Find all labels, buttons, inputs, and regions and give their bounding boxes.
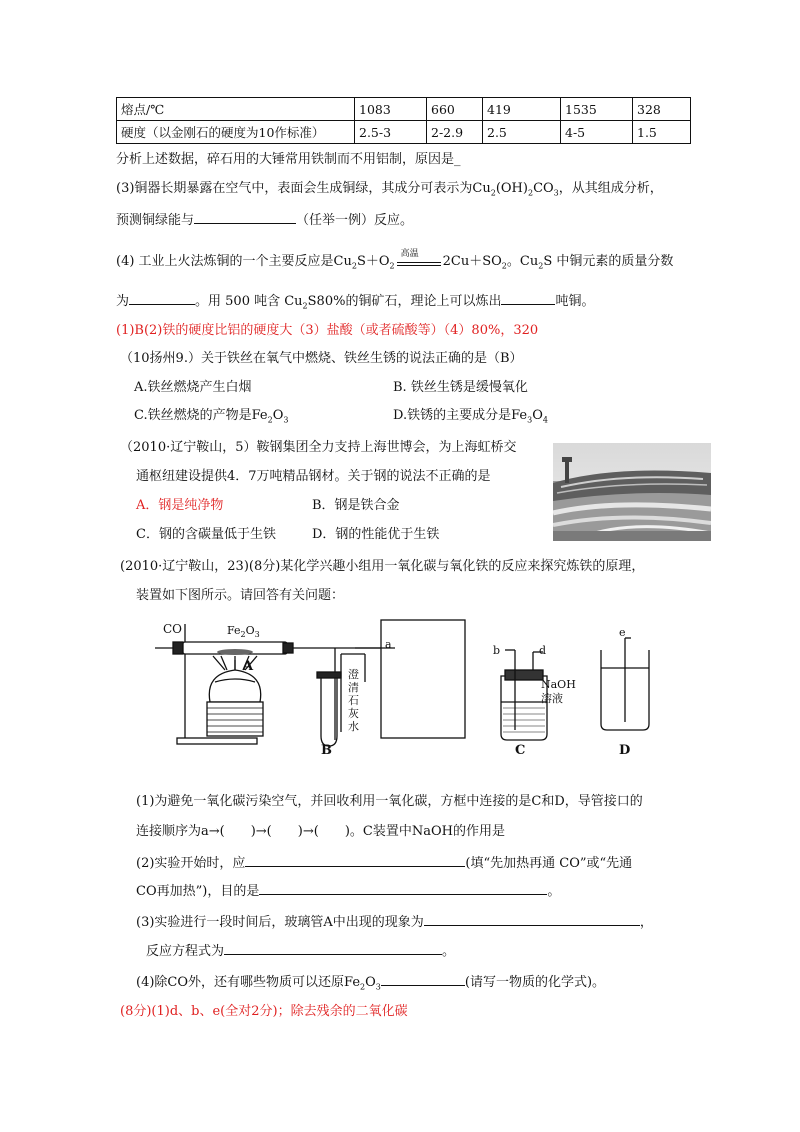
text: (请写一物质的化学式)。 xyxy=(464,975,606,990)
label-b-apparatus: B xyxy=(321,743,332,758)
text: D.铁锈的主要成分是Fe xyxy=(393,408,528,423)
port-a-label: a xyxy=(385,638,392,651)
text: 澄 xyxy=(348,668,359,681)
answer-blank[interactable] xyxy=(245,854,465,867)
mc1-option-a: A.铁丝燃烧产生白烟 xyxy=(134,380,252,395)
row-label-hardness: 硬度（以金刚石的硬度为10作标准） xyxy=(117,121,355,144)
answer-blank[interactable] xyxy=(224,942,442,955)
text: （任举一例）反应。 xyxy=(296,213,414,228)
mc2-option-b: B．钢是铁合金 xyxy=(312,498,400,513)
subq1-line2 xyxy=(136,823,505,841)
text: 为 xyxy=(116,294,130,309)
q23-stem-line1: (2010·辽宁鞍山，23)(8分)某化学兴趣小组用一氧化碳与氧化铁的反应来探究炼铁的原理， xyxy=(120,559,645,574)
answer-blank[interactable] xyxy=(501,292,555,305)
answer-blank[interactable] xyxy=(259,882,547,895)
text: S＋O xyxy=(356,254,390,269)
text: O xyxy=(272,408,284,423)
table-row xyxy=(117,121,691,144)
condition-text: 高温 xyxy=(400,249,419,259)
text: )→( xyxy=(250,824,272,839)
text: 吨铜。 xyxy=(555,294,595,309)
text: 灰 xyxy=(348,707,359,720)
text: CO xyxy=(533,181,554,196)
table-cell: 1083 xyxy=(355,98,427,121)
answer-text: (8分)(1)d、b、e(全对2分)；除去残余的二氧化碳 xyxy=(120,1004,408,1019)
question-4-line1: (4) 工业上火法炼铜的一个主要反应是$Cu_2S+O_2$ 高温 $2Cu+SO_2$。$Cu_2S$ 中铜元素的质量分数 xyxy=(116,253,673,271)
text: 预测铜绿能与 xyxy=(116,213,195,228)
text: (4)除CO外，还有哪些物质可以还原Fe xyxy=(136,975,361,990)
text: 反应方程式为 xyxy=(146,944,225,959)
text: O xyxy=(245,624,255,637)
question-4-line2: 为 。用 500 吨含 $Cu_2S80\%$的铜矿石，理论上可以炼出 吨铜。 xyxy=(116,294,595,311)
hongqiao-hub-photo xyxy=(553,443,711,541)
mc2-option-d: D．钢的性能优于生铁 xyxy=(312,527,440,542)
text: (2)实验开始时，应 xyxy=(136,856,246,871)
text: )。C装置中NaOH的作用是 xyxy=(344,824,505,839)
table-cell: 660 xyxy=(427,98,483,121)
text: (3)铜器长期暴露在空气中，表面会生成铜绿，其成分可表示为Cu xyxy=(116,181,491,196)
text: 2Cu＋SO xyxy=(442,254,502,269)
subq3-line2 xyxy=(146,942,455,961)
row-label-melting-point: 熔点/℃ xyxy=(117,98,355,121)
text: 。Cu xyxy=(506,254,539,269)
port-e-label: e xyxy=(619,626,626,639)
subq4-line: (4)除CO外，还有哪些物质可以还原$Fe_2O_3$ (请写一物质的化学式)。 xyxy=(136,975,606,992)
text: 水 xyxy=(348,720,359,733)
text: ，从其组成分析， xyxy=(558,181,663,196)
reaction-condition xyxy=(395,249,443,271)
text: (4) 工业上火法炼铜的一个主要反应是Cu xyxy=(116,254,352,269)
text: O xyxy=(532,408,543,423)
table-cell: 419 xyxy=(483,98,561,121)
table-cell: 4-5 xyxy=(561,121,633,144)
text: (填“先加热再通 CO”或“先通 xyxy=(465,856,633,871)
question-3-line2 xyxy=(116,211,413,230)
text: 清 xyxy=(348,681,359,694)
table-cell: 2.5 xyxy=(483,121,561,144)
text: 连接顺序为a→( xyxy=(136,824,225,839)
mc2-stem-line2: 通枢纽建设提供4．7万吨精品钢材。关于钢的说法不正确的是 xyxy=(136,469,491,484)
text: O xyxy=(365,975,376,990)
table-cell: 1535 xyxy=(561,98,633,121)
text: 。 xyxy=(442,944,456,959)
label-a-apparatus: A xyxy=(243,659,254,674)
table-cell: 2-2.9 xyxy=(427,121,483,144)
answer-blank[interactable] xyxy=(194,211,296,224)
answer-text: (1)B(2)铁的硬度比铝的硬度大（3）盐酸（或者硫酸等）（4）80%，320 xyxy=(116,323,539,338)
naoh-label: NaOH xyxy=(541,678,576,691)
text: )→( xyxy=(297,824,319,839)
table-row xyxy=(117,98,691,121)
mc1-stem: （10扬州9.）关于铁丝在氧气中燃烧、铁丝生锈的说法正确的是（B） xyxy=(120,351,523,366)
solution-label: 溶液 xyxy=(541,692,563,705)
text: (3)实验进行一段时间后，玻璃管A中出现的现象为 xyxy=(136,915,424,930)
text: C.铁丝燃烧的产物是Fe xyxy=(134,408,268,423)
co-label: CO xyxy=(163,622,183,636)
text: (OH) xyxy=(495,181,528,196)
question-3-line1: (3)铜器长期暴露在空气中，表面会生成铜绿，其成分可表示为$Cu_2(OH)_2CO_3$，从其组成分析， xyxy=(116,181,663,198)
question-2-text: 分析上述数据，碎石用的大锤常用铁制而不用铝制，原因是_ xyxy=(116,152,461,167)
mc2-option-c: C．钢的含碳量低于生铁 xyxy=(136,527,276,542)
answer-blank[interactable] xyxy=(424,913,640,926)
limewater-label xyxy=(348,668,360,733)
text: S80%的铜矿石，理论上可以炼出 xyxy=(307,294,502,309)
fe2o3-label: $Fe_2O_3$ xyxy=(227,624,260,640)
text: 。 xyxy=(547,884,561,899)
text: S 中铜元素的质量分数 xyxy=(543,254,674,269)
text: 石 xyxy=(348,694,359,707)
port-b-label: b xyxy=(493,644,501,657)
port-d-label: d xyxy=(539,644,547,657)
answer-blank[interactable] xyxy=(381,973,465,986)
subq1-line1: (1)为避免一氧化碳污染空气，并回收利用一氧化碳，方框中连接的是C和D，导管接口的 xyxy=(136,794,643,809)
subq3-line1 xyxy=(136,913,653,932)
label-d-apparatus: D xyxy=(619,743,631,758)
q23-stem-line2: 装置如下图所示。请回答有关问题： xyxy=(136,588,345,603)
metal-properties-table xyxy=(116,97,691,144)
table-cell: 1.5 xyxy=(633,121,691,144)
mc1-option-c: C.铁丝燃烧的产物是$Fe_2O_3$ xyxy=(134,408,289,425)
text: Fe xyxy=(227,624,241,637)
subq2-line1 xyxy=(136,854,632,873)
answer-blank[interactable] xyxy=(129,292,195,305)
text: CO再加热”)，目的是 xyxy=(136,884,260,899)
mc2-option-a: A．钢是纯净物 xyxy=(136,498,224,513)
text: ， xyxy=(639,915,653,930)
mc2-stem-line1: （2010·辽宁鞍山，5）鞍钢集团全力支持上海世博会，为上海虹桥交 xyxy=(120,440,517,455)
apparatus-diagram xyxy=(155,612,675,756)
table-cell: 328 xyxy=(633,98,691,121)
mc1-option-d: D.铁锈的主要成分是$Fe_3O_4$ xyxy=(393,408,548,425)
label-c-apparatus: C xyxy=(515,743,526,758)
mc1-option-b: B. 铁丝生锈是缓慢氧化 xyxy=(393,380,528,395)
subq2-line2 xyxy=(136,882,560,901)
text: 。用 500 吨含 Cu xyxy=(195,294,303,309)
table-cell: 2.5-3 xyxy=(355,121,427,144)
